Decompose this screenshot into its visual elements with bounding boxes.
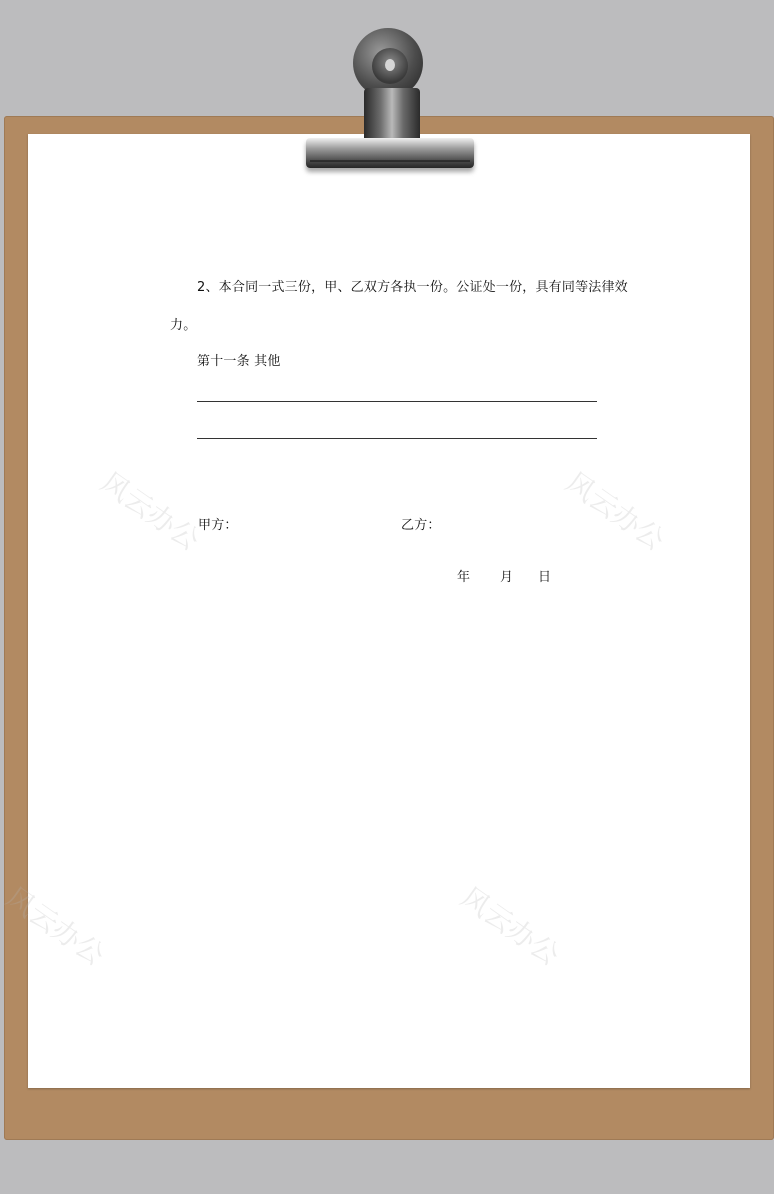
watermark: 风云办公 bbox=[454, 880, 566, 972]
blank-fill-line-1 bbox=[197, 401, 597, 402]
watermark: 风云办公 bbox=[559, 465, 671, 557]
party-a-label: 甲方： bbox=[198, 518, 238, 533]
binder-clip-edge bbox=[310, 160, 470, 162]
party-b-label: 乙方： bbox=[401, 518, 441, 533]
blank-fill-line-2 bbox=[197, 438, 597, 439]
binder-clip-stem bbox=[364, 88, 420, 144]
clause-text-line-1: 2、本合同一式三份，甲、乙双方各执一份。公证处一份，具有同等法律效 bbox=[197, 280, 628, 295]
date-day-label: 日 bbox=[538, 570, 552, 585]
clause-text-line-2: 力。 bbox=[170, 318, 197, 333]
article-title: 第十一条 其他 bbox=[197, 354, 281, 369]
date-year-label: 年 bbox=[457, 570, 471, 585]
watermark: 风云办公 bbox=[94, 465, 206, 557]
watermark: 风云办公 bbox=[0, 880, 111, 972]
binder-clip-highlight bbox=[385, 59, 395, 71]
binder-clip-base bbox=[306, 138, 474, 168]
date-month-label: 月 bbox=[500, 570, 514, 585]
